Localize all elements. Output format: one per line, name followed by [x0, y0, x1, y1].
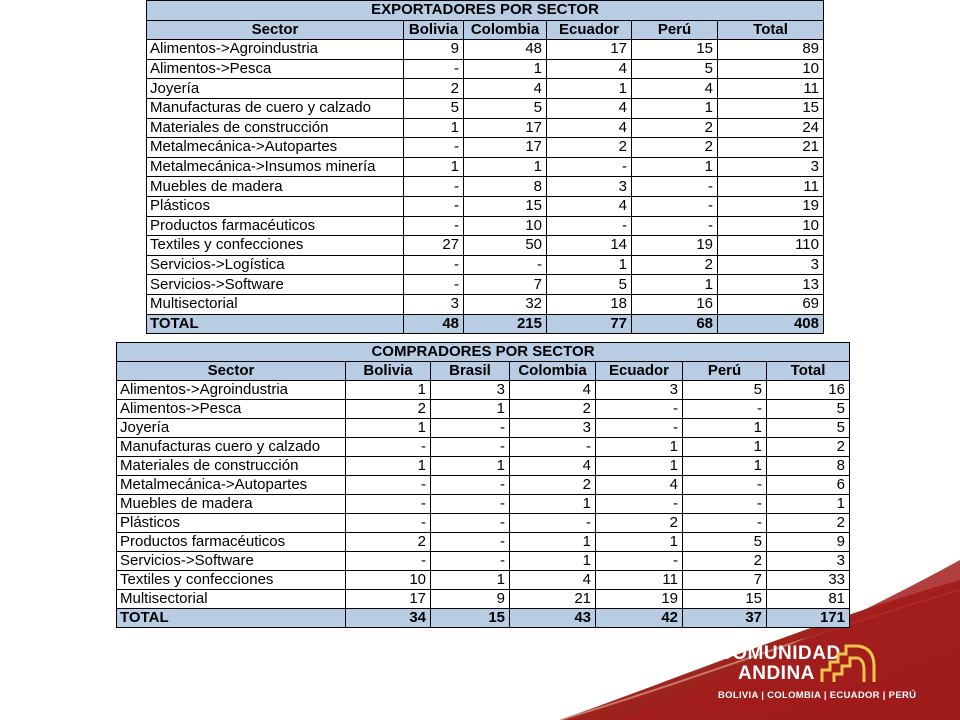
sector-cell: Alimentos->Pesca	[147, 59, 404, 79]
sector-cell: Servicios->Software	[147, 275, 404, 295]
comp-col-header: Bolivia	[346, 362, 431, 381]
value-cell: 4	[510, 457, 596, 476]
comp-col-header: Total	[767, 362, 850, 381]
value-cell: -	[547, 216, 632, 236]
value-cell: 10	[346, 571, 431, 590]
value-cell: 6	[767, 476, 850, 495]
sector-cell: Muebles de madera	[147, 177, 404, 197]
value-cell: 33	[767, 571, 850, 590]
table-row	[117, 419, 850, 438]
sector-cell: Manufacturas de cuero y calzado	[147, 98, 404, 118]
value-cell: 5	[632, 59, 718, 79]
value-cell: 3	[718, 157, 824, 177]
sector-cell: Plásticos	[117, 514, 346, 533]
value-cell: -	[431, 495, 510, 514]
value-cell: -	[346, 476, 431, 495]
total-label: TOTAL	[117, 609, 346, 628]
table-row	[147, 157, 824, 177]
value-cell: 9	[431, 590, 510, 609]
value-cell: -	[683, 514, 767, 533]
value-cell: 4	[547, 59, 632, 79]
sector-cell: Metalmecánica->Insumos minería	[147, 157, 404, 177]
value-cell: 3	[718, 255, 824, 275]
value-cell: -	[404, 216, 464, 236]
value-cell: 17	[346, 590, 431, 609]
value-cell: -	[431, 476, 510, 495]
value-cell: 1	[683, 457, 767, 476]
value-cell: 2	[346, 533, 431, 552]
value-cell: -	[346, 552, 431, 571]
value-cell: 4	[547, 98, 632, 118]
value-cell: 4	[547, 118, 632, 138]
value-cell: -	[346, 438, 431, 457]
value-cell: -	[346, 514, 431, 533]
total-label: TOTAL	[147, 314, 404, 334]
total-value: 48	[404, 314, 464, 334]
value-cell: 1	[547, 255, 632, 275]
value-cell: -	[683, 495, 767, 514]
value-cell: 15	[683, 590, 767, 609]
value-cell: 5	[767, 400, 850, 419]
table-row	[117, 590, 850, 609]
value-cell: 2	[596, 514, 683, 533]
value-cell: 24	[718, 118, 824, 138]
value-cell: 1	[346, 419, 431, 438]
value-cell: 10	[718, 216, 824, 236]
value-cell: 1	[431, 457, 510, 476]
value-cell: -	[632, 177, 718, 197]
value-cell: -	[547, 157, 632, 177]
value-cell: -	[346, 495, 431, 514]
value-cell: 18	[547, 294, 632, 314]
value-cell: -	[632, 196, 718, 216]
value-cell: 16	[767, 381, 850, 400]
sector-cell: Productos farmacéuticos	[117, 533, 346, 552]
sector-cell: Servicios->Software	[117, 552, 346, 571]
value-cell: 3	[596, 381, 683, 400]
table-row	[117, 400, 850, 419]
table-row	[147, 79, 824, 99]
value-cell: 4	[510, 571, 596, 590]
sector-cell: Plásticos	[147, 196, 404, 216]
value-cell: 4	[547, 196, 632, 216]
table-row	[147, 40, 824, 60]
value-cell: -	[596, 495, 683, 514]
value-cell: 3	[404, 294, 464, 314]
table-row	[147, 118, 824, 138]
brand-countries: BOLIVIA | COLOMBIA | ECUADOR | PERÚ	[718, 690, 917, 701]
value-cell: 2	[683, 552, 767, 571]
value-cell: 9	[404, 40, 464, 60]
total-value: 215	[464, 314, 547, 334]
total-value: 42	[596, 609, 683, 628]
comp-col-header: Colombia	[510, 362, 596, 381]
value-cell: 110	[718, 236, 824, 256]
exportadores-table	[146, 0, 824, 334]
value-cell: 1	[596, 533, 683, 552]
value-cell: -	[431, 438, 510, 457]
value-cell: 32	[464, 294, 547, 314]
value-cell: -	[431, 514, 510, 533]
value-cell: 89	[718, 40, 824, 60]
exp-col-header: Total	[718, 20, 824, 40]
sector-cell: Metalmecánica->Autopartes	[117, 476, 346, 495]
value-cell: 19	[596, 590, 683, 609]
value-cell: 1	[464, 59, 547, 79]
value-cell: 81	[767, 590, 850, 609]
value-cell: 1	[767, 495, 850, 514]
sector-cell: Servicios->Logística	[147, 255, 404, 275]
value-cell: -	[683, 400, 767, 419]
stepped-andean-logo-icon	[820, 640, 876, 684]
value-cell: 16	[632, 294, 718, 314]
value-cell: -	[404, 138, 464, 158]
value-cell: -	[404, 196, 464, 216]
table-row	[147, 236, 824, 256]
value-cell: 1	[683, 438, 767, 457]
value-cell: 27	[404, 236, 464, 256]
value-cell: 15	[718, 98, 824, 118]
table-row	[147, 138, 824, 158]
value-cell: 14	[547, 236, 632, 256]
value-cell: 69	[718, 294, 824, 314]
brand-name-line1: COMUNIDAD	[718, 643, 841, 664]
value-cell: 8	[464, 177, 547, 197]
value-cell: 5	[404, 98, 464, 118]
exp-col-header: Ecuador	[547, 20, 632, 40]
comp-col-header: Perú	[683, 362, 767, 381]
table-row	[117, 476, 850, 495]
value-cell: 2	[510, 400, 596, 419]
value-cell: 1	[632, 275, 718, 295]
sector-cell: Alimentos->Agroindustria	[117, 381, 346, 400]
value-cell: 2	[767, 438, 850, 457]
value-cell: 5	[683, 381, 767, 400]
value-cell: 1	[547, 79, 632, 99]
sector-cell: Alimentos->Agroindustria	[147, 40, 404, 60]
value-cell: -	[431, 419, 510, 438]
value-cell: 1	[431, 400, 510, 419]
value-cell: 2	[767, 514, 850, 533]
value-cell: 1	[404, 157, 464, 177]
value-cell: 1	[683, 419, 767, 438]
value-cell: -	[683, 476, 767, 495]
value-cell: -	[510, 514, 596, 533]
value-cell: 19	[718, 196, 824, 216]
sector-cell: Joyería	[117, 419, 346, 438]
value-cell: 11	[718, 177, 824, 197]
value-cell: 1	[464, 157, 547, 177]
sector-cell: Alimentos->Pesca	[117, 400, 346, 419]
value-cell: -	[464, 255, 547, 275]
table-row	[147, 196, 824, 216]
comunidad-andina-brand	[700, 640, 960, 720]
value-cell: 5	[547, 275, 632, 295]
value-cell: 5	[464, 98, 547, 118]
table-row	[147, 177, 824, 197]
value-cell: 17	[464, 138, 547, 158]
value-cell: 48	[464, 40, 547, 60]
value-cell: 1	[404, 118, 464, 138]
value-cell: 3	[510, 419, 596, 438]
value-cell: -	[431, 533, 510, 552]
table-row	[147, 59, 824, 79]
exp-col-header: Sector	[147, 20, 404, 40]
table-row	[117, 571, 850, 590]
value-cell: -	[596, 552, 683, 571]
value-cell: 1	[431, 571, 510, 590]
value-cell: 9	[767, 533, 850, 552]
value-cell: 4	[632, 79, 718, 99]
table-row	[117, 495, 850, 514]
value-cell: 7	[683, 571, 767, 590]
sector-cell: Manufacturas cuero y calzado	[117, 438, 346, 457]
table-row	[117, 381, 850, 400]
value-cell: 21	[718, 138, 824, 158]
value-cell: 1	[632, 157, 718, 177]
sector-cell: Joyería	[147, 79, 404, 99]
total-value: 68	[632, 314, 718, 334]
value-cell: 1	[346, 457, 431, 476]
comp-col-header: Ecuador	[596, 362, 683, 381]
value-cell: -	[510, 438, 596, 457]
sector-cell: Multisectorial	[147, 294, 404, 314]
value-cell: 2	[346, 400, 431, 419]
value-cell: 5	[683, 533, 767, 552]
exp-col-header: Bolivia	[404, 20, 464, 40]
exp-col-header: Perú	[632, 20, 718, 40]
table-row	[147, 275, 824, 295]
value-cell: 21	[510, 590, 596, 609]
value-cell: 11	[596, 571, 683, 590]
total-value: 171	[767, 609, 850, 628]
sector-cell: Productos farmacéuticos	[147, 216, 404, 236]
value-cell: 1	[346, 381, 431, 400]
value-cell: 4	[510, 381, 596, 400]
value-cell: 19	[632, 236, 718, 256]
sector-cell: Multisectorial	[117, 590, 346, 609]
value-cell: 7	[464, 275, 547, 295]
total-value: 408	[718, 314, 824, 334]
table-row	[147, 98, 824, 118]
sector-cell: Textiles y confecciones	[147, 236, 404, 256]
total-value: 43	[510, 609, 596, 628]
value-cell: 2	[632, 138, 718, 158]
total-value: 37	[683, 609, 767, 628]
total-value: 77	[547, 314, 632, 334]
value-cell: -	[404, 255, 464, 275]
value-cell: -	[404, 275, 464, 295]
sector-cell: Materiales de construcción	[147, 118, 404, 138]
value-cell: -	[596, 419, 683, 438]
value-cell: 10	[718, 59, 824, 79]
value-cell: 10	[464, 216, 547, 236]
total-row	[117, 609, 850, 628]
table-row	[147, 255, 824, 275]
value-cell: 1	[596, 457, 683, 476]
table-row	[117, 552, 850, 571]
total-value: 15	[431, 609, 510, 628]
sector-cell: Muebles de madera	[117, 495, 346, 514]
table-row	[117, 533, 850, 552]
value-cell: 2	[632, 255, 718, 275]
comp-col-header: Brasil	[431, 362, 510, 381]
value-cell: 8	[767, 457, 850, 476]
table-row	[147, 216, 824, 236]
value-cell: 1	[510, 495, 596, 514]
value-cell: 17	[547, 40, 632, 60]
table-row	[117, 457, 850, 476]
value-cell: 50	[464, 236, 547, 256]
value-cell: 13	[718, 275, 824, 295]
compradores-title: COMPRADORES POR SECTOR	[117, 343, 850, 362]
brand-name-line2: ANDINA	[738, 663, 815, 684]
value-cell: 2	[547, 138, 632, 158]
table-row	[117, 514, 850, 533]
value-cell: 1	[510, 552, 596, 571]
value-cell: 3	[767, 552, 850, 571]
value-cell: -	[632, 216, 718, 236]
sector-cell: Metalmecánica->Autopartes	[147, 138, 404, 158]
total-row	[147, 314, 824, 334]
value-cell: 1	[632, 98, 718, 118]
value-cell: 15	[632, 40, 718, 60]
sector-cell: Textiles y confecciones	[117, 571, 346, 590]
total-value: 34	[346, 609, 431, 628]
value-cell: 1	[596, 438, 683, 457]
value-cell: 2	[404, 79, 464, 99]
value-cell: 2	[510, 476, 596, 495]
value-cell: -	[596, 400, 683, 419]
value-cell: -	[404, 177, 464, 197]
exportadores-title: EXPORTADORES POR SECTOR	[147, 1, 824, 21]
value-cell: 4	[464, 79, 547, 99]
value-cell: 2	[632, 118, 718, 138]
comp-col-header: Sector	[117, 362, 346, 381]
value-cell: 4	[596, 476, 683, 495]
value-cell: 5	[767, 419, 850, 438]
value-cell: 15	[464, 196, 547, 216]
table-row	[117, 438, 850, 457]
compradores-table	[116, 342, 850, 628]
value-cell: -	[431, 552, 510, 571]
exp-col-header: Colombia	[464, 20, 547, 40]
value-cell: -	[404, 59, 464, 79]
value-cell: 3	[431, 381, 510, 400]
value-cell: 17	[464, 118, 547, 138]
value-cell: 1	[510, 533, 596, 552]
value-cell: 3	[547, 177, 632, 197]
sector-cell: Materiales de construcción	[117, 457, 346, 476]
table-row	[147, 294, 824, 314]
value-cell: 11	[718, 79, 824, 99]
